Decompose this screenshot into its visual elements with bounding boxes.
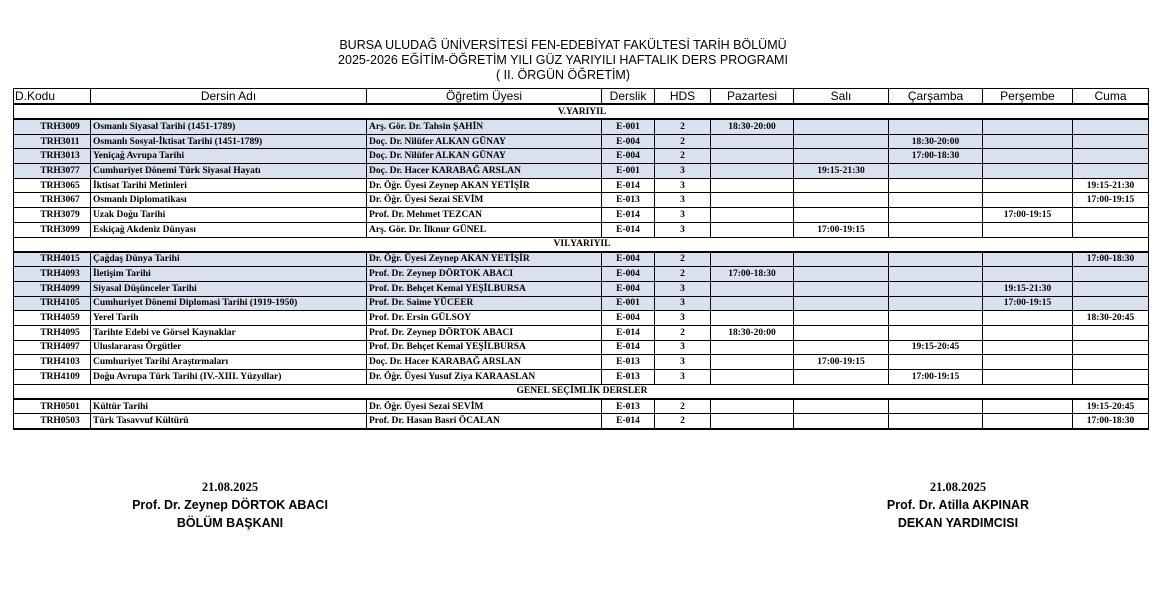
signature-title: BÖLÜM BAŞKANI: [176, 516, 284, 530]
wednesday-time: [889, 193, 983, 208]
tuesday-time: [794, 178, 889, 193]
classroom: E-004: [602, 267, 655, 282]
weekly-hours: 3: [655, 208, 711, 223]
course-name: Eskiçağ Akdeniz Dünyası: [91, 222, 367, 237]
thursday-time: [983, 267, 1073, 282]
thursday-time: [983, 222, 1073, 237]
table-row: [14, 193, 1149, 208]
course-name: Cumhuriyet Dönemi Türk Siyasal Hayatı: [91, 164, 367, 179]
table-header-row: [14, 89, 1149, 105]
teacher-name: Prof. Dr. Zeynep DÖRTOK ABACI: [367, 325, 602, 340]
classroom: E-004: [602, 149, 655, 164]
teacher-name: Dr. Öğr. Üyesi Sezai SEVİM: [367, 193, 602, 208]
thursday-time: [983, 119, 1073, 134]
course-name: Kültür Tarihi: [91, 399, 367, 414]
monday-time: [711, 178, 794, 193]
tuesday-time: [794, 193, 889, 208]
teacher-name: Dr. Öğr. Üyesi Zeynep AKAN YETİŞİR: [367, 252, 602, 267]
wednesday-time: [889, 267, 983, 282]
classroom: E-004: [602, 252, 655, 267]
course-name: Yerel Tarih: [91, 311, 367, 326]
course-code: TRH4097: [14, 340, 91, 355]
teacher-name: Prof. Dr. Ersin GÜLSOY: [367, 311, 602, 326]
signature-title: DEKAN YARDIMCISI: [897, 516, 1019, 530]
column-header-hds: HDS: [655, 89, 711, 105]
table-row: [14, 355, 1149, 370]
weekly-hours: 3: [655, 164, 711, 179]
section-title: GENEL SEÇİMLİK DERSLER: [14, 384, 1149, 399]
table-row: [14, 134, 1149, 149]
wednesday-time: [889, 252, 983, 267]
weekly-hours: 3: [655, 193, 711, 208]
teacher-name: Dr. Öğr. Üyesi Yusuf Ziya KARAASLAN: [367, 370, 602, 385]
weekly-hours: 3: [655, 340, 711, 355]
signature-name: Prof. Dr. Zeynep DÖRTOK ABACI: [132, 498, 328, 512]
course-name: Cumhuriyet Tarihi Araştırmaları: [91, 355, 367, 370]
course-name: Cumhuriyet Dönemi Diplomasi Tarihi (1919-1950): [91, 296, 367, 311]
thursday-time: [983, 325, 1073, 340]
signature-name: Prof. Dr. Atilla AKPINAR: [886, 498, 1030, 512]
course-code: TRH4105: [14, 296, 91, 311]
weekly-hours: 3: [655, 370, 711, 385]
weekly-hours: 3: [655, 281, 711, 296]
wednesday-time: [889, 355, 983, 370]
teacher-name: Prof. Dr. Zeynep DÖRTOK ABACI: [367, 267, 602, 282]
course-code: TRH3099: [14, 222, 91, 237]
table-row: [14, 311, 1149, 326]
course-code: TRH4059: [14, 311, 91, 326]
tuesday-time: 17:00-19:15: [794, 355, 889, 370]
classroom: E-001: [602, 296, 655, 311]
monday-time: [711, 340, 794, 355]
tuesday-time: [794, 267, 889, 282]
section-row: [14, 384, 1149, 399]
thursday-time: [983, 370, 1073, 385]
teacher-name: Prof. Dr. Behçet Kemal YEŞİLBURSA: [367, 281, 602, 296]
thursday-time: 17:00-19:15: [983, 208, 1073, 223]
monday-time: [711, 370, 794, 385]
course-name: Uluslararası Örgütler: [91, 340, 367, 355]
monday-time: [711, 252, 794, 267]
course-code: TRH3077: [14, 164, 91, 179]
course-name: İletişim Tarihi: [91, 267, 367, 282]
tuesday-time: [794, 325, 889, 340]
thursday-time: 17:00-19:15: [983, 296, 1073, 311]
classroom: E-001: [602, 164, 655, 179]
tuesday-time: [794, 311, 889, 326]
table-row: [14, 370, 1149, 385]
classroom: E-004: [602, 281, 655, 296]
friday-time: [1073, 267, 1149, 282]
teacher-name: Arş. Gör. Dr. İlknur GÜNEL: [367, 222, 602, 237]
schedule-table: [13, 88, 1149, 430]
section-title: V.YARIYIL: [14, 104, 1149, 119]
wednesday-time: [889, 164, 983, 179]
course-name: Osmanlı Sosyal-İktisat Tarihi (1451-1789): [91, 134, 367, 149]
course-name: Siyasal Düşünceler Tarihi: [91, 281, 367, 296]
column-header-course: Dersin Adı: [91, 89, 367, 105]
teacher-name: Prof. Dr. Hasan Basri ÖCALAN: [367, 414, 602, 429]
teacher-name: Doç. Dr. Hacer KARABAĞ ARSLAN: [367, 164, 602, 179]
friday-time: 19:15-20:45: [1073, 399, 1149, 414]
friday-time: [1073, 370, 1149, 385]
classroom: E-004: [602, 311, 655, 326]
classroom: E-014: [602, 178, 655, 193]
course-code: TRH0503: [14, 414, 91, 429]
course-name: Doğu Avrupa Türk Tarihi (IV.-XIII. Yüzyıllar): [91, 370, 367, 385]
schedule-body: [14, 104, 1149, 429]
classroom: E-014: [602, 222, 655, 237]
friday-time: [1073, 119, 1149, 134]
tuesday-time: [794, 119, 889, 134]
friday-time: 18:30-20:45: [1073, 311, 1149, 326]
section-row: [14, 237, 1149, 252]
tuesday-time: [794, 134, 889, 149]
friday-time: [1073, 208, 1149, 223]
signature-date: 21.08.2025: [929, 480, 987, 494]
table-row: [14, 414, 1149, 429]
monday-time: 18:30-20:00: [711, 325, 794, 340]
friday-time: [1073, 164, 1149, 179]
classroom: E-013: [602, 370, 655, 385]
wednesday-time: 17:00-19:15: [889, 370, 983, 385]
friday-time: 17:00-18:30: [1073, 414, 1149, 429]
monday-time: 17:00-18:30: [711, 267, 794, 282]
friday-time: 17:00-18:30: [1073, 252, 1149, 267]
thursday-time: [983, 311, 1073, 326]
course-code: TRH4109: [14, 370, 91, 385]
course-code: TRH4103: [14, 355, 91, 370]
monday-time: [711, 149, 794, 164]
wednesday-time: [889, 178, 983, 193]
weekly-hours: 2: [655, 325, 711, 340]
monday-time: [711, 208, 794, 223]
tuesday-time: [794, 340, 889, 355]
table-row: [14, 178, 1149, 193]
course-code: TRH3009: [14, 119, 91, 134]
friday-time: [1073, 340, 1149, 355]
table-row: [14, 281, 1149, 296]
thursday-time: [983, 340, 1073, 355]
tuesday-time: [794, 296, 889, 311]
tuesday-time: [794, 281, 889, 296]
weekly-hours: 2: [655, 267, 711, 282]
column-header-room: Derslik: [602, 89, 655, 105]
teacher-name: Arş. Gör. Dr. Tahsin ŞAHİN: [367, 119, 602, 134]
wednesday-time: [889, 222, 983, 237]
wednesday-time: 18:30-20:00: [889, 134, 983, 149]
classroom: E-013: [602, 193, 655, 208]
university-title: BURSA ULUDAĞ ÜNİVERSİTESİ FEN-EDEBİYAT FAKÜLTESİ TARİH BÖLÜMÜ: [339, 38, 787, 52]
wednesday-time: [889, 296, 983, 311]
section-title: VII.YARIYIL: [14, 237, 1149, 252]
tuesday-time: [794, 399, 889, 414]
friday-time: [1073, 134, 1149, 149]
thursday-time: [983, 252, 1073, 267]
wednesday-time: [889, 281, 983, 296]
classroom: E-001: [602, 119, 655, 134]
column-header-teacher: Öğretim Üyesi: [367, 89, 602, 105]
program-subtitle: ( II. ÖRGÜN ÖĞRETİM): [495, 68, 631, 82]
teacher-name: Doç. Dr. Hacer KARABAĞ ARSLAN: [367, 355, 602, 370]
friday-time: [1073, 222, 1149, 237]
wednesday-time: [889, 399, 983, 414]
table-row: [14, 340, 1149, 355]
course-code: TRH3065: [14, 178, 91, 193]
teacher-name: Prof. Dr. Saime YÜCEER: [367, 296, 602, 311]
wednesday-time: [889, 414, 983, 429]
course-name: Tarihte Edebi ve Görsel Kaynaklar: [91, 325, 367, 340]
course-code: TRH4095: [14, 325, 91, 340]
teacher-name: Prof. Dr. Behçet Kemal YEŞİLBURSA: [367, 340, 602, 355]
course-name: Osmanlı Siyasal Tarihi (1451-1789): [91, 119, 367, 134]
tuesday-time: [794, 208, 889, 223]
table-row: [14, 252, 1149, 267]
table-row: [14, 325, 1149, 340]
wednesday-time: [889, 311, 983, 326]
friday-time: [1073, 325, 1149, 340]
friday-time: 17:00-19:15: [1073, 193, 1149, 208]
monday-time: [711, 193, 794, 208]
thursday-time: [983, 399, 1073, 414]
weekly-hours: 3: [655, 355, 711, 370]
tuesday-time: 17:00-19:15: [794, 222, 889, 237]
column-header-tuesday: Salı: [794, 89, 889, 105]
course-code: TRH4093: [14, 267, 91, 282]
section-row: [14, 104, 1149, 119]
thursday-time: 19:15-21:30: [983, 281, 1073, 296]
monday-time: [711, 164, 794, 179]
monday-time: [711, 222, 794, 237]
classroom: E-013: [602, 399, 655, 414]
wednesday-time: [889, 208, 983, 223]
classroom: E-014: [602, 414, 655, 429]
wednesday-time: 17:00-18:30: [889, 149, 983, 164]
monday-time: [711, 355, 794, 370]
course-code: TRH3013: [14, 149, 91, 164]
course-name: Osmanlı Diplomatikası: [91, 193, 367, 208]
classroom: E-013: [602, 355, 655, 370]
monday-time: [711, 399, 794, 414]
weekly-hours: 3: [655, 296, 711, 311]
wednesday-time: 19:15-20:45: [889, 340, 983, 355]
document-header: [0, 38, 1126, 83]
column-header-wednesday: Çarşamba: [889, 89, 983, 105]
course-name: Uzak Doğu Tarihi: [91, 208, 367, 223]
thursday-time: [983, 193, 1073, 208]
weekly-hours: 2: [655, 134, 711, 149]
monday-time: 18:30-20:00: [711, 119, 794, 134]
thursday-time: [983, 164, 1073, 179]
classroom: E-004: [602, 134, 655, 149]
teacher-name: Prof. Dr. Mehmet TEZCAN: [367, 208, 602, 223]
table-row: [14, 149, 1149, 164]
table-row: [14, 267, 1149, 282]
table-row: [14, 164, 1149, 179]
weekly-hours: 3: [655, 311, 711, 326]
tuesday-time: [794, 414, 889, 429]
thursday-time: [983, 149, 1073, 164]
column-header-thursday: Perşembe: [983, 89, 1073, 105]
table-row: [14, 296, 1149, 311]
teacher-name: Dr. Öğr. Üyesi Sezai SEVİM: [367, 399, 602, 414]
thursday-time: [983, 355, 1073, 370]
friday-time: 19:15-21:30: [1073, 178, 1149, 193]
weekly-hours: 2: [655, 414, 711, 429]
course-name: Yeniçağ Avrupa Tarihi: [91, 149, 367, 164]
column-header-monday: Pazartesi: [711, 89, 794, 105]
weekly-hours: 2: [655, 119, 711, 134]
wednesday-time: [889, 325, 983, 340]
weekly-hours: 3: [655, 222, 711, 237]
table-row: [14, 208, 1149, 223]
teacher-name: Dr. Öğr. Üyesi Zeynep AKAN YETİŞİR: [367, 178, 602, 193]
course-name: Çağdaş Dünya Tarihi: [91, 252, 367, 267]
monday-time: [711, 311, 794, 326]
friday-time: [1073, 296, 1149, 311]
course-code: TRH4099: [14, 281, 91, 296]
friday-time: [1073, 149, 1149, 164]
tuesday-time: [794, 149, 889, 164]
friday-time: [1073, 355, 1149, 370]
weekly-hours: 2: [655, 149, 711, 164]
weekly-hours: 2: [655, 399, 711, 414]
tuesday-time: [794, 370, 889, 385]
thursday-time: [983, 178, 1073, 193]
monday-time: [711, 296, 794, 311]
signature-right: [838, 478, 1078, 532]
course-code: TRH3067: [14, 193, 91, 208]
friday-time: [1073, 281, 1149, 296]
program-title: 2025-2026 EĞİTİM-ÖĞRETİM YILI GÜZ YARIYILI HAFTALIK DERS PROGRAMI: [338, 53, 788, 67]
monday-time: [711, 134, 794, 149]
course-code: TRH3079: [14, 208, 91, 223]
classroom: E-014: [602, 325, 655, 340]
course-code: TRH4015: [14, 252, 91, 267]
tuesday-time: [794, 252, 889, 267]
teacher-name: Doç. Dr. Nilüfer ALKAN GÜNAY: [367, 134, 602, 149]
monday-time: [711, 414, 794, 429]
column-header-friday: Cuma: [1073, 89, 1149, 105]
table-row: [14, 119, 1149, 134]
weekly-hours: 3: [655, 178, 711, 193]
column-header-code: D.Kodu: [14, 89, 91, 105]
monday-time: [711, 281, 794, 296]
signature-date: 21.08.2025: [201, 480, 259, 494]
table-row: [14, 222, 1149, 237]
thursday-time: [983, 414, 1073, 429]
signature-left: [110, 478, 350, 532]
wednesday-time: [889, 119, 983, 134]
classroom: E-014: [602, 208, 655, 223]
weekly-hours: 2: [655, 252, 711, 267]
thursday-time: [983, 134, 1073, 149]
course-name: Türk Tasavvuf Kültürü: [91, 414, 367, 429]
table-row: [14, 399, 1149, 414]
course-name: İktisat Tarihi Metinleri: [91, 178, 367, 193]
course-code: TRH0501: [14, 399, 91, 414]
classroom: E-014: [602, 340, 655, 355]
teacher-name: Doç. Dr. Nilüfer ALKAN GÜNAY: [367, 149, 602, 164]
course-code: TRH3011: [14, 134, 91, 149]
tuesday-time: 19:15-21:30: [794, 164, 889, 179]
